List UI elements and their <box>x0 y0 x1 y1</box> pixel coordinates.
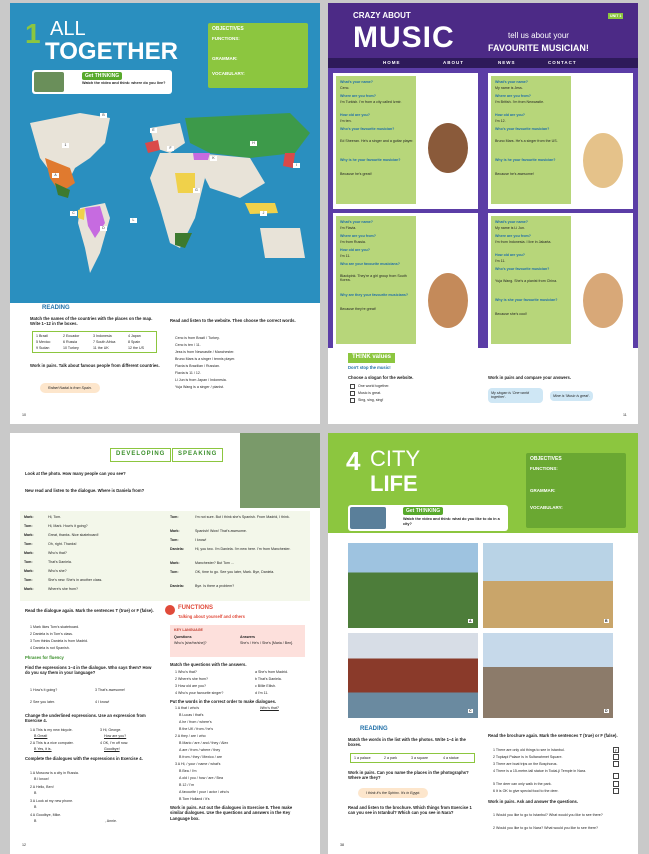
speaker: Mark: <box>24 587 34 591</box>
ex2-instruction: Work in pairs. Can you name the places in the photographs? Where are they? <box>348 770 469 781</box>
get-thinking-text: Watch the video and think: what do you like to do in a city? <box>403 517 500 526</box>
dont-stop-heading: Don't stop the music! <box>348 365 391 370</box>
ex4-item: 3 There are boat trips on the Bosphorus. <box>493 762 558 766</box>
objectives-heading: OBJECTIVES <box>530 456 562 462</box>
ex6-item: B <box>34 791 37 795</box>
ex7-question: 4 Who's your favourite singer? <box>175 691 224 695</box>
phrases-heading: Phrases for fluency <box>25 655 64 660</box>
website-nav <box>328 58 638 68</box>
map-box[interactable]: F <box>167 146 174 151</box>
page-city-life <box>328 433 638 854</box>
map-box[interactable]: C <box>70 211 77 216</box>
profile-bubble <box>336 216 416 344</box>
country: 8 Spain <box>128 340 141 344</box>
ex5-instruction: Work in pairs and compare your answers. <box>488 375 572 380</box>
ex8-item: B Lucas / that's <box>179 713 204 717</box>
word: 4 a statue <box>443 756 459 760</box>
profile-bubble <box>491 216 571 344</box>
photo-jess <box>583 133 623 188</box>
dialogue-box <box>20 511 310 601</box>
speaker: Tom: <box>24 542 33 546</box>
get-thinking-text: Watch the video and think: where do you live? <box>82 81 166 85</box>
ex5-item: How are you? <box>104 734 127 738</box>
question: Where are you from? <box>340 234 376 238</box>
ex3-instruction: Read and listen to the website. Then choose the correct words. <box>170 318 296 323</box>
unit-number: 1 <box>25 18 41 49</box>
speaker: Daniela: <box>170 584 184 588</box>
map-box[interactable]: B <box>100 113 107 118</box>
country: 6 Russia <box>63 340 77 344</box>
ex4-instruction: Read the brochure again. Mark the sentences T (true) or F (false). <box>488 733 618 738</box>
question: Where are you from? <box>495 94 531 98</box>
photo-flavia <box>428 273 468 328</box>
tf-box[interactable] <box>613 754 619 760</box>
functions-label: FUNCTIONS: <box>530 466 558 471</box>
ex1-instruction: Look at the photo. How many people can you see? <box>25 471 126 476</box>
line: Who's she? <box>48 569 67 573</box>
ex7-question: 3 How old are you? <box>175 684 206 688</box>
map-box[interactable]: E <box>150 128 157 133</box>
ex7-answer: d I'm 11. <box>255 691 269 695</box>
question: Why is she your favourite musician? <box>495 298 558 302</box>
answer: I'm 11. <box>340 254 351 258</box>
speaker: Daniela: <box>170 547 184 551</box>
map-box[interactable]: J <box>260 211 267 216</box>
nav-home[interactable]: HOME <box>383 60 401 65</box>
ex8-item: B from / they / Mexico / are <box>179 755 222 759</box>
ex3-item: 1 Mark likes Tom's skateboard. <box>30 625 80 629</box>
profiles-board <box>328 68 638 348</box>
question: How old are you? <box>340 248 370 252</box>
answer: I'm 12. <box>495 119 506 123</box>
line: Where's she from? <box>48 587 79 591</box>
speaker: Mark: <box>170 561 180 565</box>
ex6-instruction: Complete the dialogues with the expressions in Exercise 4. <box>25 756 143 761</box>
answer: I'm Turkish. I'm from a city called Izmir. <box>340 100 402 104</box>
ex3-instruction: Read and listen to the brochure. Which things from Exercise 1 can you see in Istanbul? Which can you see in Nara? <box>348 805 472 816</box>
slogan-option: Music is great. <box>358 391 382 395</box>
ex2-example-bubble: Rafael Nadal is from Spain. <box>40 383 100 393</box>
map-box[interactable]: I <box>293 163 300 168</box>
ex8-instruction: Put the words in the correct order to make dialogues. <box>170 699 277 704</box>
ex7-answer: c Billie Eilish. <box>255 684 276 688</box>
map-box[interactable]: K <box>210 156 217 161</box>
question: How old are you? <box>495 113 525 117</box>
word-list-box <box>350 753 475 763</box>
speaker: Mark: <box>24 569 34 573</box>
get-thinking-label: Get TH!NKING <box>82 72 122 80</box>
tagline-line2: FAVOURITE MUSICIAN! <box>488 43 589 53</box>
line: Spanish! Wow! That's awesome. <box>195 529 247 533</box>
slogan-checkbox[interactable] <box>350 398 355 403</box>
ex4-item: 2 See you later. <box>30 700 55 704</box>
profile-card-cenc <box>333 73 478 209</box>
ex6-item: 4 A Goodbye, Mike. <box>30 813 62 817</box>
answer: Bruno Mars. He's a singer from the US. <box>495 139 558 143</box>
country: 4 Japan <box>128 334 141 338</box>
answer: Because he's awesome! <box>495 172 534 176</box>
ex7-instruction: Match the questions with the answers. <box>170 662 247 667</box>
ex9-instruction: Work in pairs. Act out the dialogues in Exercise 8. Then make similar dialogues. Use the questions and answers in the Key Language box. <box>170 805 293 821</box>
question: Who are your favourite musicians? <box>340 262 400 266</box>
question: Who's your favourite musician? <box>495 267 550 271</box>
ex4-item: 5 The deer can only walk in the park. <box>493 782 552 786</box>
map-box[interactable]: D <box>100 226 107 231</box>
ex3-item: Flavia is 11 / 12. <box>175 371 201 375</box>
question: What's your name? <box>340 220 374 224</box>
ex3-instruction: Read the dialogue again. Mark the sentences T (true) or F (false). <box>25 608 154 613</box>
ex4-item: 1 How's it going? <box>30 688 58 692</box>
line: Hi, Tom. <box>48 515 62 519</box>
ex6-item: B <box>34 819 37 823</box>
ex8-item: B Tom Holland / it's <box>179 797 210 801</box>
question: How old are you? <box>340 113 370 117</box>
line: I know! <box>195 538 207 542</box>
ex6-item: B <box>34 805 37 809</box>
get-thinking-box[interactable] <box>348 505 508 531</box>
ex5-instruction: Work in pairs. Ask and answer the questions. <box>488 799 579 804</box>
functions-heading: FUNCTIONS <box>178 605 213 611</box>
photo-pyramids <box>483 543 613 628</box>
line: Who's that? <box>48 551 67 555</box>
ex2-instruction: Work in pairs. Talk about famous people from different countries. <box>30 363 160 368</box>
country-list-box <box>32 331 157 353</box>
word: 1 a palace <box>354 756 371 760</box>
country: 1 Brazil <box>36 334 48 338</box>
functions-label: FUNCTIONS: <box>212 36 240 41</box>
country: 2 Ecuador <box>63 334 80 338</box>
ex4-item: 4 I know! <box>95 700 110 704</box>
ex8-item: 2 A they / are / who <box>175 734 206 738</box>
ex8-item: B Bea / I'm <box>179 769 197 773</box>
tf-box[interactable] <box>613 788 619 794</box>
ex3-item: 4 Daniela is not Spanish. <box>30 646 70 650</box>
unit-title-line2: LIFE <box>370 471 418 496</box>
grammar-label: GRAMMAR: <box>530 488 556 493</box>
page-number: 12 <box>22 843 26 847</box>
ex5-instruction: Change the underlined expressions. Use an expression from Exercise 4. <box>25 713 146 724</box>
question: Why is he your favourite musician? <box>340 158 401 162</box>
ex3-item: Bruno Mars is a singer / tennis player. <box>175 357 236 361</box>
answer: Because they're great! <box>340 307 376 311</box>
speaker: Tom: <box>24 524 33 528</box>
ex4-item: 3 That's awesome! <box>95 688 125 692</box>
key-language-heading: KEY LANGUAGE <box>174 628 203 632</box>
ex8-item: B Mario / are / and / they / Alex <box>179 741 229 745</box>
question: Why are they your favourite musicians? <box>340 293 409 297</box>
ex3-item: Flavia is Brazilian / Russian. <box>175 364 220 368</box>
profile-card-li-jun <box>488 213 633 349</box>
tf-box[interactable] <box>613 781 619 787</box>
objectives-box <box>208 23 308 88</box>
page-number: 11 <box>623 413 627 417</box>
photo-palace <box>348 633 478 718</box>
unit-title-line1: CITY <box>370 446 421 471</box>
key-language-box <box>170 625 305 657</box>
ex4-instruction: Choose a slogan for the website. <box>348 375 414 380</box>
line: That's Daniela. <box>48 560 72 564</box>
objectives-heading: OBJECTIVES <box>212 26 244 32</box>
ex5-item: 3 Hi, George. <box>100 728 122 732</box>
ex1-instruction: Match the words in the list with the photos. Write 1–4 in the boxes. <box>348 737 466 748</box>
page-all-together <box>10 3 320 424</box>
ex7-question: 1 Who's that? <box>175 670 197 674</box>
ex2-instruction: New read and listen to the dialogue. Where is Daniela from? <box>25 488 145 493</box>
ex3-item: Jess is from Newcastle / Manchester. <box>175 350 235 354</box>
profile-bubble <box>336 76 416 204</box>
ex8-answer-example: Who's that? <box>260 706 279 710</box>
ex8-item: B 12 / I'm <box>179 783 195 787</box>
ex5-bubble-b: Mine is 'Music is great'. <box>550 391 593 401</box>
video-thumbnail[interactable] <box>34 72 64 92</box>
profile-card-jess <box>488 73 633 209</box>
photo-li-jun <box>583 273 623 328</box>
map-box[interactable]: L <box>130 218 137 223</box>
line: She's new. She's in another class. <box>48 578 103 582</box>
kl-question: Who's [she/he/she]? <box>174 641 207 645</box>
ex3-item: Cenc is from Brazil / Turkey. <box>175 336 220 340</box>
ex6-item: 3 A Look at my new phone. <box>30 799 74 803</box>
ex8-item: 3 A Hi, / your / name / what's <box>175 762 221 766</box>
line: Great, thanks. Nice skateboard! <box>48 533 99 537</box>
question: How old are you? <box>495 253 525 257</box>
page-number: 10 <box>22 413 26 417</box>
question: Where are you from? <box>495 234 531 238</box>
ex4-answer[interactable]: F <box>614 749 618 753</box>
speaker: Tom: <box>170 538 179 542</box>
unit-title-line1: ALL <box>50 18 86 40</box>
photo-cenc <box>428 123 468 173</box>
speaker: Tom: <box>24 578 33 582</box>
map-box[interactable]: G <box>193 188 200 193</box>
ex8-item: B the UK / from / he's <box>179 727 214 731</box>
ex7-answer: a She's from Madrid. <box>255 670 289 674</box>
ex8-item: A favourite / your / actor / who's <box>179 790 230 794</box>
question: Who's your favourite musician? <box>495 127 550 131</box>
photo-teenagers <box>240 433 320 508</box>
objectives-box <box>526 453 626 528</box>
speaker: Tom: <box>24 560 33 564</box>
speaker: Mark: <box>170 529 180 533</box>
country: 11 the UK <box>93 346 109 350</box>
country: 12 the US <box>128 346 144 350</box>
world-map <box>10 98 320 298</box>
answer: My name is Li Jun. <box>495 226 525 230</box>
question: Who's your favourite musician? <box>340 127 395 131</box>
page-developing-speaking <box>10 433 320 854</box>
ex3-item: Yuja Wang is a singer / pianist. <box>175 385 225 389</box>
site-title-crazy: CRAZY ABOUT <box>353 11 411 20</box>
ex3-item: Cenc is ten / 11. <box>175 343 201 347</box>
unit-title-line2: TOGETHER <box>45 38 178 65</box>
speaker: Tom: <box>170 570 179 574</box>
ex5-item: 4 OK, I'm off now. <box>100 741 129 745</box>
video-thumbnail[interactable] <box>350 507 386 529</box>
think-values-label: TH!NK values <box>348 353 395 363</box>
ex5-item: Goodbye! <box>104 747 120 751</box>
line: Hi, you two. I'm Daniela. I'm new here. I'm from Manchester. <box>195 547 291 551</box>
ex4-item: 4 There is a 15-metre-tall statue in Todai-ji Temple in Nara. <box>493 769 587 773</box>
page-number: 38 <box>340 843 344 847</box>
speaker: Tom: <box>170 515 179 519</box>
country: 7 South Africa <box>93 340 116 344</box>
functions-subheading: Talking about yourself and others <box>178 614 245 619</box>
ex6-item: , Annie. <box>105 819 117 823</box>
ex4-item: 6 It is OK to give special food to the deer. <box>493 789 559 793</box>
question: What's your name? <box>340 80 374 84</box>
ex7-answer: b That's Daniela. <box>255 677 282 681</box>
ex6-item: B I know! <box>34 777 49 781</box>
tagline-line1: tell us about your <box>508 31 569 40</box>
photo-label-a: A <box>469 619 472 623</box>
speaker: Mark: <box>24 515 34 519</box>
functions-icon <box>165 605 175 615</box>
ex2-example-bubble: I think it's the Sphinx. It's in Egypt. <box>358 788 428 798</box>
reading-heading: READING <box>360 726 388 732</box>
question: Where are you from? <box>340 94 376 98</box>
kl-answer: She's / He's / She's [Maria / Ben]. <box>240 641 294 645</box>
ex5-item: 1 A This is my new bicycle. <box>30 728 73 732</box>
profile-card-flavia <box>333 213 478 349</box>
ex8-item: A he / from / where's <box>179 720 212 724</box>
country: 3 Indonesia <box>93 334 112 338</box>
word: 2 a park <box>384 756 397 760</box>
ex5-item: B Great! <box>34 734 48 738</box>
ex8-item: 1 A that / who's <box>175 706 200 710</box>
ex5-item: 1 Would you like to go to Istanbul? What would you like to see there? <box>493 813 603 817</box>
tf-box[interactable] <box>613 761 619 767</box>
country: 5 Mexico <box>36 340 51 344</box>
ex4-item: 1 There are only old things to see in Istanbul. <box>493 748 565 752</box>
ex1-instruction: Match the names of the countries with the places on the map. Write 1–12 in the boxes. <box>30 316 153 327</box>
ex4-instruction: Find the expressions 1–4 in the dialogue. Who says them? How do you say them in your language? <box>25 665 152 676</box>
profile-bubble <box>491 76 571 204</box>
answer: Blackpink. They're a girl group from South Korea. <box>340 274 407 283</box>
answer: I'm from Russia. <box>340 240 366 244</box>
get-thinking-label: Get TH!NKING <box>403 507 443 515</box>
slogan-option: Sing, sing, sing! <box>358 398 384 402</box>
ex8-item: A are / from / where / they <box>179 748 221 752</box>
question: What's your name? <box>495 220 529 224</box>
questions-heading: Questions <box>174 635 192 639</box>
vocabulary-label: VOCABULARY: <box>530 505 563 510</box>
line: I'm not sure. But I think she's Spanish. From Madrid, I think. <box>195 515 290 519</box>
answer: I'm 11. <box>495 259 506 263</box>
nav-about[interactable]: ABOUT <box>443 60 464 65</box>
line: Hi, Mark. How's it going? <box>48 524 88 528</box>
answer: I'm British. I'm from Newcastle. <box>495 100 545 104</box>
ex4-item: 2 Topkapi Palace is in Sultanahmet Square. <box>493 755 563 759</box>
answer: My name is Jess. <box>495 86 523 90</box>
photo-label-b: B <box>605 619 608 623</box>
page-crazy-about-music <box>328 3 638 424</box>
country: 10 Turkey <box>63 346 79 350</box>
answers-heading: Answers <box>240 635 255 639</box>
answer: I'm from Indonesia. I live in Jakarta. <box>495 240 552 244</box>
get-thinking-box[interactable] <box>32 70 172 94</box>
answer: I'm Flavia. <box>340 226 357 230</box>
ex6-item: 1 A Moscow is a city in Russia. <box>30 771 79 775</box>
ex3-item: 3 Tom thinks Daniela is from Madrid. <box>30 639 89 643</box>
reading-heading: READING <box>42 305 70 311</box>
answer: Yuja Wang. She's a pianist from China. <box>495 279 558 283</box>
question: What's your name? <box>495 80 529 84</box>
ex3-item: 2 Daniela is in Tom's class. <box>30 632 73 636</box>
grammar-label: GRAMMAR: <box>212 56 238 61</box>
ex8-item: A old / you / how / are / Bea <box>179 776 223 780</box>
ex5-item: 2 Would you like to go to Nara? What would you like to see there? <box>493 826 599 830</box>
answer: Ed Sheeran. He's a singer and a guitar player. <box>340 139 414 143</box>
word: 3 a square <box>411 756 428 760</box>
ex5-bubble-a: My slogan is 'One world together'. <box>488 388 543 403</box>
speaking-label: SPEAKING <box>172 448 223 462</box>
nav-news[interactable]: NEWS <box>498 60 516 65</box>
speaker: Mark: <box>24 533 34 537</box>
slogan-checkbox[interactable] <box>350 384 355 389</box>
map-box[interactable]: A <box>52 173 59 178</box>
tf-box[interactable] <box>613 773 619 779</box>
developing-label: DEVELOPING <box>110 448 171 462</box>
photo-square <box>483 633 613 718</box>
question: Why is he your favourite musician? <box>495 158 556 162</box>
answer: I'm ten. <box>340 119 352 123</box>
photo-park <box>348 543 478 628</box>
ex5-item: B Yes, it is. <box>34 747 52 751</box>
vocabulary-label: VOCABULARY: <box>212 71 245 76</box>
photo-label-d: D <box>605 709 608 713</box>
unit-number: 4 <box>346 446 361 476</box>
ex3-item: Li Jun is from Japan / Indonesia. <box>175 378 227 382</box>
nav-contact[interactable]: CONTACT <box>548 60 577 65</box>
answer: Because she's cool! <box>495 312 527 316</box>
line: Bye. Is there a problem? <box>195 584 235 588</box>
photo-label-c: C <box>469 709 472 713</box>
answer: Cenc. <box>340 86 350 90</box>
line: Manchester? But Tom ... <box>195 561 234 565</box>
map-box[interactable]: 1 <box>62 143 69 148</box>
unit-tag: UNIT 1 <box>610 14 622 18</box>
map-box[interactable]: H <box>250 141 257 146</box>
slogan-checkbox[interactable] <box>350 391 355 396</box>
country: 9 Sudan <box>36 346 50 350</box>
line: Oh, right. Thanks! <box>48 542 77 546</box>
speaker: Mark: <box>24 551 34 555</box>
ex7-question: 2 Where's she from? <box>175 677 209 681</box>
line: OK, time to go. See you later, Mark. Bye, Daniela. <box>195 570 275 574</box>
ex5-item: 2 A This is a nice computer. <box>30 741 74 745</box>
answer: Because he's great! <box>340 172 372 176</box>
slogan-option: One world together. <box>358 384 390 388</box>
ex6-item: 2 A Hello, Ben! <box>30 785 54 789</box>
site-title-music: MUSIC <box>353 21 455 54</box>
